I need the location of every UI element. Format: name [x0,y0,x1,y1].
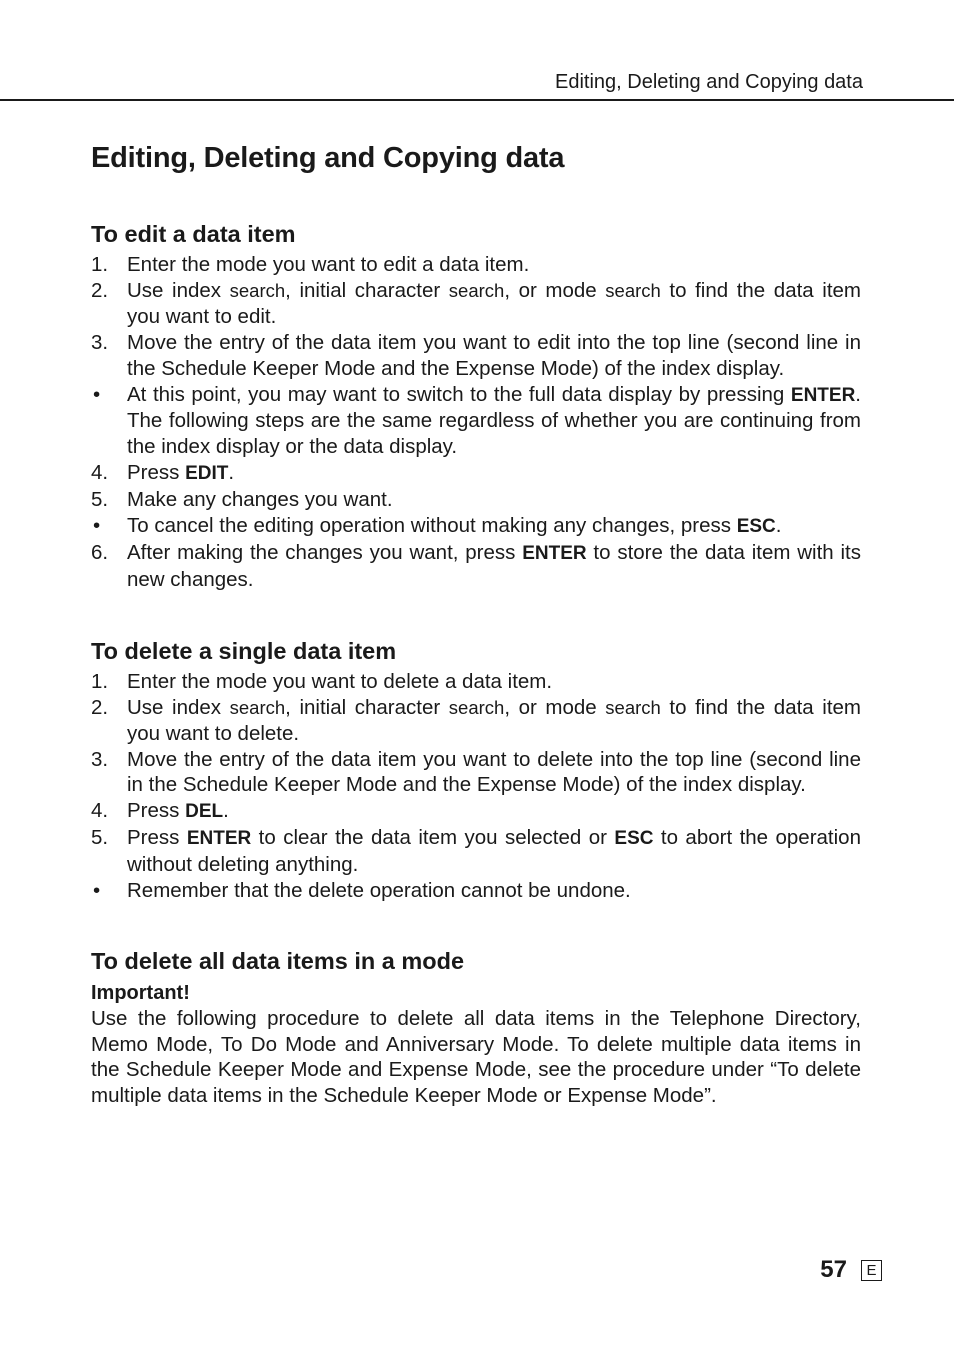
page-content [91,138,861,1108]
list-item [91,669,861,695]
list-item [91,513,861,540]
term-text: search [448,279,505,301]
step-text: , initial character [285,695,449,719]
header-rule [0,99,954,101]
key-label: ESC [614,828,654,850]
list-item [91,798,861,825]
step-text: Press [127,799,186,823]
key-label: ENTER [790,384,856,406]
term-text: search [229,696,286,718]
step-text: to clear the data item you selected or [251,826,615,850]
step-number: 1. [91,669,109,693]
step-text: Use index [127,695,230,719]
step-number: 3. [91,747,109,771]
list-item [91,330,861,382]
step-text: . The following steps are the same regardless of whether you are continuing from the index display or the data display. [127,382,861,459]
step-text: Move the entry of the data item you want to delete into the top line (second line in the Schedule Keeper Mode and the Expense Mode) of the index display. [127,747,861,797]
language-mark: E [861,1260,882,1281]
key-label: EDIT [185,463,229,485]
list-item [91,540,861,593]
step-text: To cancel the editing operation without making any changes, press [127,514,737,538]
step-number: 6. [91,540,109,564]
step-number: 2. [91,278,109,302]
page-footer [820,1256,882,1284]
section-heading-delete-single: To delete a single data item [91,637,397,664]
page-title: Editing, Deleting and Copying data [91,142,565,174]
steps-list [91,252,861,593]
key-label: ENTER [186,828,252,850]
bullet-marker: • [93,382,101,406]
step-text: to find the data item you want to edit. [127,278,861,328]
list-item [91,878,861,904]
step-text: to store the data item with its new changes. [127,540,861,591]
step-number: 1. [91,253,109,276]
bullet-marker: • [93,879,101,903]
term-text: search [229,279,286,301]
step-text: After making the changes you want, press [127,540,523,564]
step-text: to abort the operation without deleting anything. [127,826,861,877]
step-text: . [223,799,229,823]
step-number: 4. [91,461,109,485]
important-label: Important! [91,981,190,1004]
term-text: search [605,696,661,718]
section-heading-edit: To edit a data item [91,221,296,247]
step-text: . [228,461,235,485]
list-item [91,460,861,487]
step-text: to find the data item you want to delete. [127,695,861,745]
list-item [91,278,861,330]
list-item [91,747,861,799]
step-text: . [775,514,782,538]
step-text: , or mode [504,695,606,719]
key-label: ENTER [522,542,587,564]
list-item [91,487,861,513]
page-number: 57 [820,1256,847,1283]
bullet-marker: • [93,514,101,538]
list-item [91,695,861,747]
step-text: Enter the mode you want to edit a data item. [127,253,530,276]
step-text: , or mode [504,278,606,302]
section-heading-delete-all: To delete all data items in a mode [91,947,465,974]
term-text: search [448,696,505,718]
step-number: 5. [91,826,109,850]
step-text: At this point, you may want to switch to the full data display by pressing [127,382,791,406]
list-item [91,382,861,461]
step-number: 3. [91,330,109,354]
list-item [91,825,861,878]
list-item [91,252,861,278]
step-text: Press [127,826,187,850]
term-text: search [605,279,661,301]
step-number: 2. [91,695,109,719]
step-number: 4. [91,799,109,823]
running-header: Editing, Deleting and Copying data [555,71,863,93]
steps-list [91,669,861,904]
step-text: , initial character [285,278,449,302]
step-text: Use index [127,278,230,302]
step-text: Move the entry of the data item you want to edit into the top line (second line in the Schedule Keeper Mode and the Expense Mode) of the index display. [127,330,861,380]
body-paragraph: Use the following procedure to delete all data items in the Telephone Directory, Memo Mode, To Do Mode and Anniversary Mode. To delete multiple data items in the Schedule Keeper Mode and Expense Mode, see the procedure under “To delete multiple data items in the Schedule Keeper Mode or Expense Mode”. [91,1006,861,1107]
step-text: Make any changes you want. [127,488,393,512]
key-label: ESC [736,516,776,538]
step-number: 5. [91,488,109,512]
step-text: Enter the mode you want to delete a data item. [127,669,553,693]
step-text: Press [127,461,186,485]
step-text: Remember that the delete operation cannot be undone. [127,879,631,903]
key-label: DEL [185,801,224,823]
